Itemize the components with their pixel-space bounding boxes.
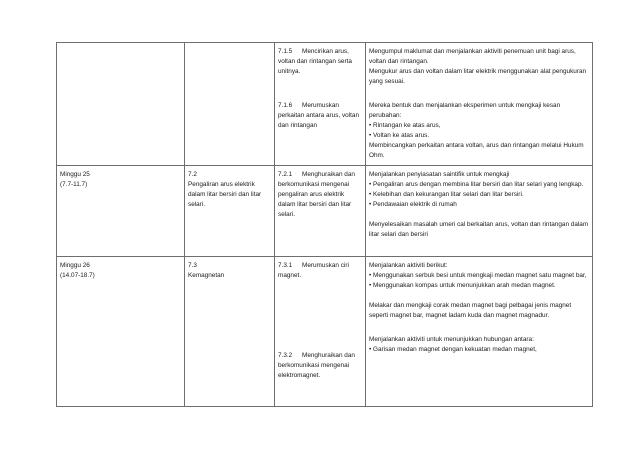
learning-standard-text: 7.1.5 Mencirikan arus, voltan dan rintangan serta unitnya. (278, 48, 354, 75)
learning-standard-text: 7.1.6 Merumuskan perkaitan antara arus, voltan dan rintangan (278, 102, 361, 129)
week-range: (7.7-11.7) (60, 181, 88, 188)
activity-text: Mengumpul maklumat dan menjalankan aktiviti penemuan unit bagi arus, voltan dan rintangan. Mengukur arus dan voltan dalam litar elektrik menggunakan alat pengukuran yang sesuai. (369, 48, 587, 85)
learning-standard-text: 7.3.2 Menghuraikan dan berkomunikasi mengenai elektromagnet. (278, 352, 357, 379)
week-cell (57, 257, 185, 407)
standard-cell (275, 43, 366, 166)
activity-text: Menjalankan penyiasatan saintifik untuk mengkaji • Pengaliran arus dengan membina litar bersiri dan litar selari yang lengkap. • Kelebihan dan kekurangan litar selari dan litar bersiri. • Pendawaian elektrik di rumah Menyelesaikan masalah umeri cal berkaitan arus, voltan dan rintangan dalam litar selari dan bersiri (369, 171, 589, 238)
topic-code: 7.2 (188, 171, 197, 178)
topic-cell (185, 257, 275, 407)
topic-cell (185, 166, 275, 257)
topic-title: Kemagnetan (188, 272, 225, 279)
table-row (57, 257, 593, 407)
week-cell (57, 43, 185, 166)
week-cell (57, 166, 185, 257)
activity-cell (366, 257, 593, 407)
learning-standard-text: 7.3.1 Merumuskan ciri magnet. (278, 262, 351, 279)
activity-text: Menjalankan aktiviti untuk menunjukkan hubungan antara: • Garisan medan magnet dengan kekuatan medan magnet, (369, 336, 537, 353)
week-label: Minggu 26 (60, 262, 90, 269)
week-label: Minggu 25 (60, 171, 90, 178)
standard-cell (275, 166, 366, 257)
topic-title: Pengaliran arus elektrik dalam litar bersiri dan litar selari. (188, 181, 262, 208)
topic-cell (185, 43, 275, 166)
week-range: (14.07-18.7) (60, 272, 95, 279)
activity-cell (366, 43, 593, 166)
learning-standard-text: 7.2.1 Menghuraikan dan berkomunikasi mengenai pengaliran arus elektrik dalam litar bersiri dan litar selari. (278, 171, 357, 218)
table-row (57, 166, 593, 257)
lesson-plan-table (56, 42, 593, 407)
activity-text: Menjalankan aktiviti berikut: • Menggunakan serbuk besi untuk mengkaji medan magnet satu magnet bar, • Menggunakan kompas untuk menunjukkan arah medan magnet. Melakar dan mengkaji corak medan magnet bagi pelbagai jenis magnet seperti magnet bar, magnet ladam kuda dan magnet magnadur. (369, 262, 587, 319)
activity-text: Mereka bentuk dan menjalankan eksperimen untuk mengkaji kesan perubahan: • Rintangan ke atas arus, • Voltan ke atas arus. Membincangkan perkaitan antara voltan, arus dan rintangan melalui Hukum Ohm. (369, 102, 584, 159)
table-row (57, 43, 593, 166)
activity-cell (366, 166, 593, 257)
topic-code: 7.3 (188, 262, 197, 269)
standard-cell (275, 257, 366, 407)
